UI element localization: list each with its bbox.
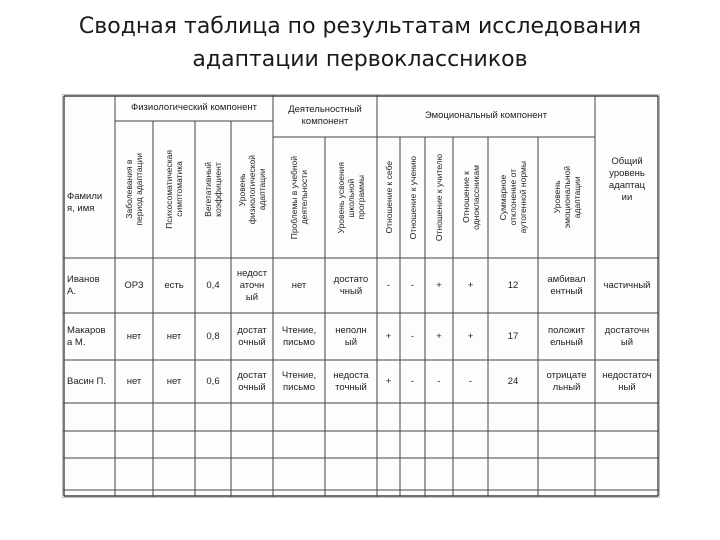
column-header-label: Отношение к учителю	[434, 153, 444, 242]
table-cell: нет	[166, 330, 182, 342]
column-header-label: Уровень эмоциональной адаптации	[551, 166, 582, 229]
column-header	[377, 137, 400, 258]
column-header-label: Проблемы в учебной деятельности	[289, 155, 309, 240]
table-cell: 0,6	[206, 375, 220, 387]
row-name-cell: Иванов А.	[67, 273, 100, 297]
table-cell: положит ельный	[547, 324, 586, 348]
column-header	[538, 137, 595, 258]
table-cell: +	[467, 330, 474, 342]
column-header-label: Заболевания в период адаптации	[124, 153, 144, 226]
table-cell: +	[385, 375, 392, 387]
scanned-table	[62, 94, 660, 498]
title-line-1: Сводная таблица по результатам исследования	[78, 14, 642, 39]
slide-title	[0, 10, 720, 76]
column-header	[453, 137, 488, 258]
table-cell: нет	[291, 279, 307, 291]
table-cell: -	[410, 279, 415, 291]
table-cell: +	[436, 330, 442, 342]
column-header	[273, 137, 325, 258]
table-cell: частичный	[603, 279, 651, 291]
table-cell: недостаточ ный	[602, 369, 652, 393]
table-cell: +	[436, 279, 442, 291]
column-header	[231, 121, 273, 258]
table-cell: ОРЗ	[124, 279, 144, 291]
table-cell: недост аточн ый	[236, 267, 268, 303]
table-cell: отрицате льный	[546, 369, 587, 393]
table-cell: неполн ый	[335, 324, 367, 348]
column-header	[488, 137, 538, 258]
table-cell: 17	[507, 330, 519, 342]
group-emotional: Эмоциональный компонент	[424, 110, 548, 121]
table-cell: Чтение, письмо	[281, 369, 317, 393]
table-cell: 12	[507, 279, 519, 291]
row-name-cell: Васин П.	[67, 375, 107, 387]
table-cell: достато чный	[333, 273, 369, 297]
table-cell: 0,4	[206, 279, 220, 291]
table-cell: достат очный	[237, 324, 267, 348]
table-cell: достаточн ый	[604, 324, 650, 348]
column-header	[153, 121, 195, 258]
table-cell: +	[467, 279, 474, 291]
table-cell: нет	[126, 375, 142, 387]
table-cell: нет	[166, 375, 182, 387]
column-header-label: Отношение к одноклассникам	[460, 165, 481, 230]
column-header-label: Вегетативный коэффициент	[203, 162, 223, 217]
group-physiological: Физиологический компонент	[131, 102, 257, 113]
table-cell: +	[385, 330, 392, 342]
column-header-label: Суммарное отклонение от аутогенной нормы	[498, 161, 528, 234]
header-total: Общий уровень адаптац ии	[608, 156, 646, 203]
title-line-2: адаптации первоклассников	[192, 47, 528, 72]
column-header	[325, 137, 377, 258]
column-header-label: Психосоматическая симптоматика	[164, 150, 184, 229]
table-cell: Чтение, письмо	[281, 324, 317, 348]
table-cell: достат очный	[237, 369, 267, 393]
column-header	[115, 121, 153, 258]
table-cell: нет	[126, 330, 142, 342]
table-cell: -	[468, 375, 473, 387]
table-cell: амбивал ентный	[547, 273, 586, 297]
table-cell: -	[410, 375, 415, 387]
table-cell: -	[410, 330, 415, 342]
row-name-cell: Макаров а М.	[67, 324, 106, 348]
table-cell: 0,8	[206, 330, 220, 342]
table-cell: недоста точный	[333, 369, 369, 393]
column-header-label: Уровень усвоения школьной программы	[336, 161, 366, 234]
column-header-label: Уровень физиологической адаптации	[237, 154, 267, 225]
table-cell: -	[437, 375, 441, 387]
table-cell: есть	[164, 279, 184, 291]
table-cell: 24	[507, 375, 519, 387]
group-activity: Деятельностный компонент	[288, 104, 362, 127]
header-name: Фамили я, имя	[67, 191, 103, 214]
column-header	[425, 137, 453, 258]
table-cell: -	[386, 279, 391, 291]
column-header-label: Отношение к учению	[407, 155, 418, 240]
column-header-label: Отношение к себе	[383, 161, 394, 234]
column-header	[400, 137, 425, 258]
column-header	[195, 121, 231, 258]
